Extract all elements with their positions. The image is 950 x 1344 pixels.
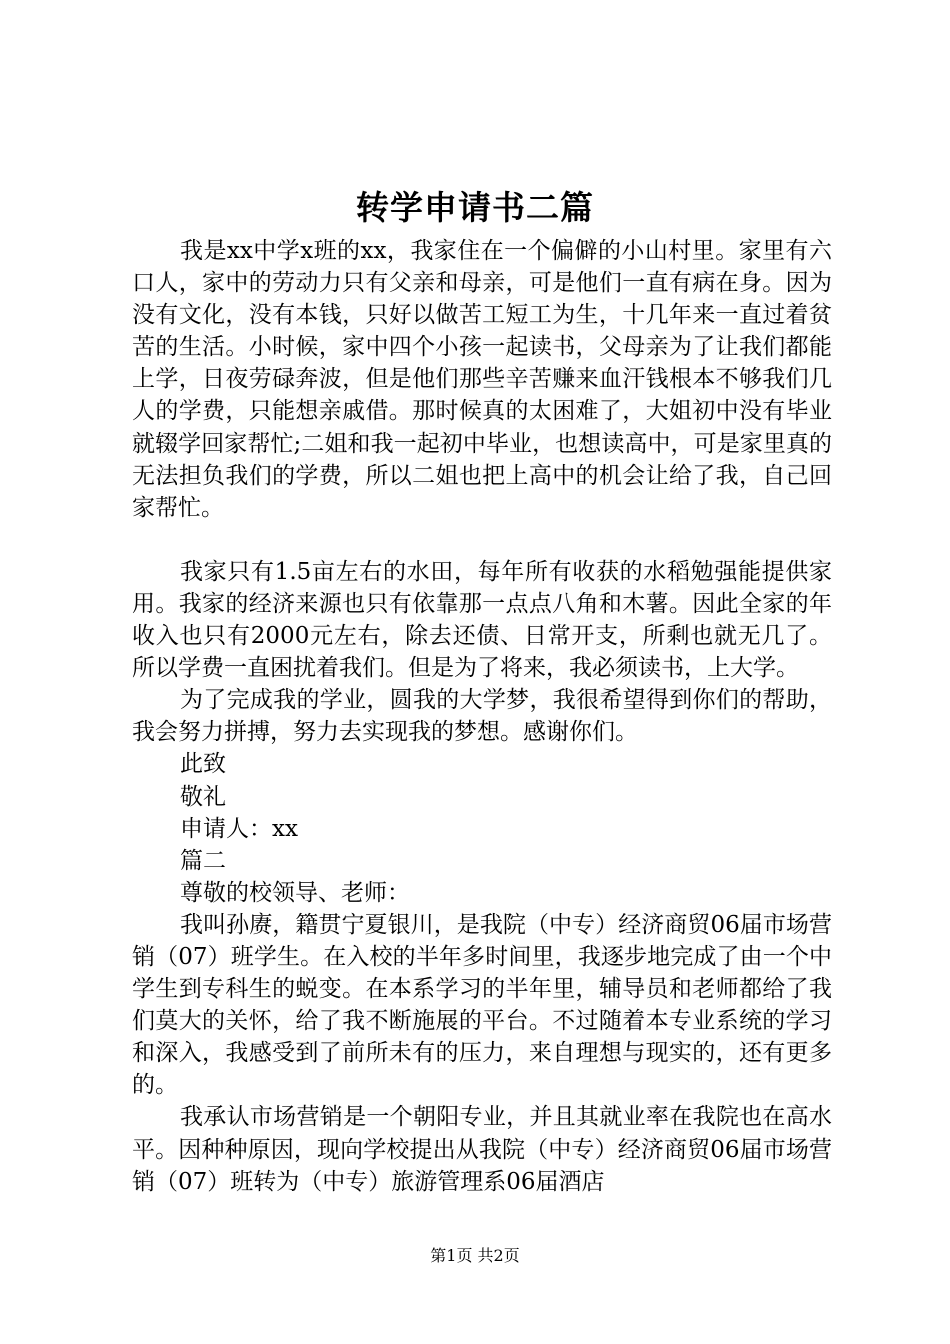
document-title: 转学申请书二篇 (356, 188, 594, 227)
applicant-line: 申请人：xx (180, 815, 298, 842)
paragraph-gap (132, 524, 832, 556)
closing-line: 敬礼 (180, 783, 226, 810)
salutation-line: 尊敬的校领导、老师： (180, 879, 410, 906)
document-body (132, 235, 832, 1198)
closing-line: 此致 (180, 751, 226, 778)
paragraph: 我是xx中学x班的xx，我家住在一个偏僻的小山村里。家里有六口人，家中的劳动力只有父亲和母亲，可是他们一直有病在身。因为没有文化，没有本钱，只好以做苦工短工为生，十几年来一直过着贫苦的生活。小时候，家中四个小孩一起读书，父母亲为了让我们都能上学，日夜劳碌奔波，但是他们那些辛苦赚来血汗钱根本不够我们几人的学费，只能想亲戚借。那时候真的太困难了，大姐初中没有毕业就辍学回家帮忙;二姐和我一起初中毕业，也想读高中，可是家里真的无法担负我们的学费，所以二姐也把上高中的机会让给了我，自己回家帮忙。 (132, 238, 832, 521)
page-footer: 第1页 共2页 (430, 1246, 520, 1265)
paragraph: 我叫孙赓，籍贯宁夏银川，是我院（中专）经济商贸06届市场营销（07）班学生。在入校的半年多时间里，我逐步地完成了由一个中学生到专科生的蜕变。在本系学习的半年里，辅导员和老师都给了我们莫大的关怀，给了我不断施展的平台。不过随着本专业系统的学习和深入，我感受到了前所未有的压力，来自理想与现实的，还有更多的。 (132, 911, 832, 1099)
section-heading: 篇二 (180, 847, 226, 874)
paragraph: 为了完成我的学业，圆我的大学梦，我很希望得到你们的帮助，我会努力拼搏，努力去实现我的梦想。感谢你们。 (132, 687, 832, 746)
paragraph: 我家只有1.5亩左右的水田，每年所有收获的水稻勉强能提供家用。我家的经济来源也只有依靠那一点点八角和木薯。因此全家的年收入也只有2000元左右，除去还债、日常开支，所剩也就无几了。所以学费一直困扰着我们。但是为了将来，我必须读书，上大学。 (132, 558, 832, 682)
paragraph: 我承认市场营销是一个朝阳专业，并且其就业率在我院也在高水平。因种种原因，现向学校提出从我院（中专）经济商贸06届市场营销（07）班转为（中专）旅游管理系06届酒店 (132, 1104, 832, 1195)
